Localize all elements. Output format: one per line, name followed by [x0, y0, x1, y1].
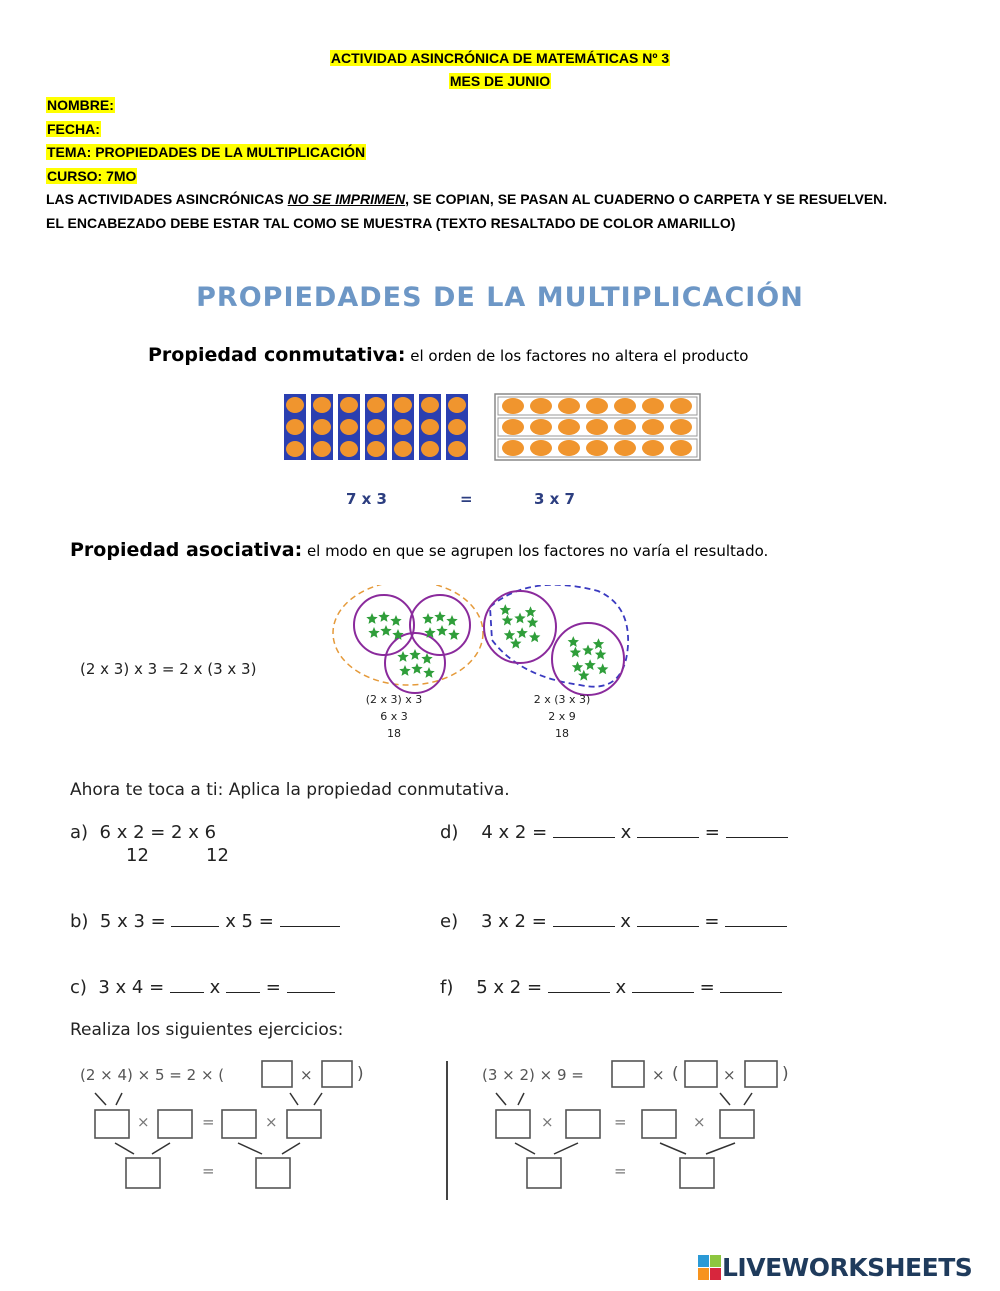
box-left-r3-2[interactable] [256, 1158, 290, 1188]
star [448, 629, 459, 640]
dot [340, 397, 358, 413]
star [436, 625, 447, 636]
box-right-times2: × [723, 1066, 736, 1084]
dot [530, 419, 552, 435]
eq-left: 7 x 3 [346, 490, 387, 508]
star [504, 629, 515, 640]
blank-e3[interactable] [725, 911, 787, 927]
box-right-r3-2[interactable] [680, 1158, 714, 1188]
dot [502, 398, 524, 414]
exercise-a-result2: 12 [206, 845, 229, 866]
dot [340, 419, 358, 435]
blank-f3[interactable] [720, 977, 782, 993]
blank-c2[interactable] [226, 977, 260, 993]
exercise-c: c) 3 x 4 = x = [70, 977, 335, 998]
liveworksheets-logo [698, 1253, 972, 1282]
star [500, 604, 511, 615]
dot [313, 419, 331, 435]
left-tree-top: (2 x 3) x 3 [365, 693, 423, 706]
star [368, 627, 379, 638]
asociativa-diagram [330, 585, 640, 697]
star [582, 645, 593, 656]
star [366, 613, 377, 624]
box-left-top2[interactable] [322, 1061, 352, 1087]
dot [586, 398, 608, 414]
blank-f1[interactable] [548, 977, 610, 993]
star [568, 636, 579, 647]
left-tree-bottom: 18 [387, 727, 401, 740]
box-left-op-eq1: = [202, 1113, 215, 1131]
eq-right: 3 x 7 [534, 490, 575, 508]
realiza-heading: Realiza los siguientes ejercicios: [70, 1020, 344, 1040]
star [527, 617, 538, 628]
box-right-r2-4[interactable] [720, 1110, 754, 1138]
dot [286, 419, 304, 435]
blank-c1[interactable] [170, 977, 204, 993]
curso-label: CURSO: 7MO [47, 168, 137, 184]
blank-d1[interactable] [553, 822, 615, 838]
star [529, 631, 540, 642]
box-right-top2[interactable] [685, 1061, 717, 1087]
dot [670, 398, 692, 414]
star [446, 615, 457, 626]
dot [421, 397, 439, 413]
dot [614, 419, 636, 435]
dot [530, 398, 552, 414]
dot [502, 419, 524, 435]
star [572, 661, 583, 672]
box-right-equation: (3 × 2) × 9 = [482, 1066, 584, 1084]
star [570, 647, 581, 658]
box-right-op-times1: × [541, 1113, 554, 1131]
star [516, 627, 527, 638]
star [584, 659, 595, 670]
worksheet-title: PROPIEDADES DE LA MULTIPLICACIÓN [196, 282, 804, 313]
right-tree-mid: 2 x 9 [548, 710, 576, 723]
exercise-intro: Ahora te toca a ti: Aplica la propiedad conmutativa. [70, 780, 510, 800]
star [502, 615, 513, 626]
asociativa-heading: Propiedad asociativa: el modo en que se agrupen los factores no varía el resultado. [70, 539, 769, 561]
dot [421, 419, 439, 435]
exercise-a: a) 6 x 2 = 2 x 6 [70, 822, 217, 843]
box-right-op-eq2: = [614, 1162, 627, 1180]
box-right-open-paren: ( [672, 1064, 679, 1084]
dot [502, 440, 524, 456]
box-left-op-times2: × [265, 1113, 278, 1131]
dot [642, 419, 664, 435]
rows-3x7 [498, 397, 697, 457]
star [423, 667, 434, 678]
dot [614, 440, 636, 456]
dot [367, 419, 385, 435]
dot [367, 397, 385, 413]
star [422, 613, 433, 624]
star [378, 611, 389, 622]
box-left-r2-2[interactable] [158, 1110, 192, 1138]
box-left-close: ) [357, 1064, 364, 1084]
star [409, 649, 420, 660]
star [593, 638, 604, 649]
box-left-times: × [300, 1066, 313, 1084]
box-right-r3-1[interactable] [527, 1158, 561, 1188]
dot [558, 398, 580, 414]
box-right-op-eq1: = [614, 1113, 627, 1131]
dot [286, 441, 304, 457]
box-right-close: ) [782, 1064, 789, 1084]
star [514, 613, 525, 624]
dot [394, 397, 412, 413]
box-right-top1[interactable] [612, 1061, 644, 1087]
liveworksheets-text: LIVEWORKSHEETS [722, 1253, 973, 1282]
box-left-r2-1[interactable] [95, 1110, 129, 1138]
blank-c3[interactable] [287, 977, 335, 993]
box-left-r3-1[interactable] [126, 1158, 160, 1188]
conmutativa-diagram [280, 392, 710, 464]
dot [670, 419, 692, 435]
dot [586, 440, 608, 456]
star [595, 649, 606, 660]
dot [313, 441, 331, 457]
dot [558, 419, 580, 435]
star [380, 625, 391, 636]
exercise-e: e) 3 x 2 = x = [440, 911, 787, 932]
box-diagrams [0, 1055, 1000, 1205]
dot [448, 397, 466, 413]
liveworksheets-icon [698, 1255, 722, 1281]
star [525, 606, 536, 617]
star [434, 611, 445, 622]
exercise-a-result1: 12 [126, 845, 149, 866]
dot [448, 441, 466, 457]
left-tree-mid: 6 x 3 [380, 710, 408, 723]
blank-d3[interactable] [726, 822, 788, 838]
star [399, 665, 410, 676]
box-left-r2-3[interactable] [222, 1110, 256, 1138]
dot [586, 419, 608, 435]
box-right-r2-3[interactable] [642, 1110, 676, 1138]
box-right-r2-1[interactable] [496, 1110, 530, 1138]
box-right-top3[interactable] [745, 1061, 777, 1087]
dot [340, 441, 358, 457]
dot [286, 397, 304, 413]
columns-7x3 [284, 394, 468, 460]
fecha-label: FECHA: [47, 121, 100, 137]
box-right-r2-2[interactable] [566, 1110, 600, 1138]
tema-label: TEMA: PROPIEDADES DE LA MULTIPLICACIÓN [47, 144, 366, 160]
instructions-line2: EL ENCABEZADO DEBE ESTAR TAL COMO SE MUESTRA (TEXTO RESALTADO DE COLOR AMARILLO) [46, 215, 736, 231]
dot [394, 441, 412, 457]
dot [530, 440, 552, 456]
dot [394, 419, 412, 435]
box-right-op-times2: × [693, 1113, 706, 1131]
exercise-b: b) 5 x 3 = x 5 = [70, 911, 340, 932]
dot [367, 441, 385, 457]
blank-b1[interactable] [171, 911, 219, 927]
star [411, 663, 422, 674]
right-tree-bottom: 18 [555, 727, 569, 740]
dot [558, 440, 580, 456]
blank-b2[interactable] [280, 911, 340, 927]
dot [642, 398, 664, 414]
eq-sign: = [460, 490, 473, 508]
exercise-f: f) 5 x 2 = x = [440, 977, 782, 998]
dot [670, 440, 692, 456]
header-title-line1: ACTIVIDAD ASINCRÓNICA DE MATEMÁTICAS Nº 3 [330, 50, 670, 66]
right-tree-top: 2 x (3 x 3) [533, 693, 591, 706]
star [397, 651, 408, 662]
header-title-line2: MES DE JUNIO [449, 73, 551, 89]
star [597, 663, 608, 674]
box-left-equation: (2 × 4) × 5 = 2 × ( [80, 1066, 225, 1084]
asociativa-equation: (2 x 3) x 3 = 2 x (3 x 3) [80, 660, 257, 678]
box-left-top1[interactable] [262, 1061, 292, 1087]
blank-e2[interactable] [637, 911, 699, 927]
dot [448, 419, 466, 435]
box-left-op-eq2: = [202, 1162, 215, 1180]
blank-d2[interactable] [637, 822, 699, 838]
box-left-op-times1: × [137, 1113, 150, 1131]
nombre-label: NOMBRE: [47, 97, 114, 113]
exercise-d: d) 4 x 2 = x = [440, 822, 788, 843]
blank-f2[interactable] [632, 977, 694, 993]
blank-e1[interactable] [553, 911, 615, 927]
dot [614, 398, 636, 414]
box-left-r2-4[interactable] [287, 1110, 321, 1138]
dot [421, 441, 439, 457]
conmutativa-heading: Propiedad conmutativa: el orden de los factores no altera el producto [148, 344, 749, 366]
dot [313, 397, 331, 413]
star [390, 615, 401, 626]
instructions-line1: LAS ACTIVIDADES ASINCRÓNICAS NO SE IMPRIMEN, SE COPIAN, SE PASAN AL CUADERNO O CARPETA Y SE RESUELVEN. [46, 191, 888, 207]
dot [642, 440, 664, 456]
box-right-times1: × [652, 1066, 665, 1084]
